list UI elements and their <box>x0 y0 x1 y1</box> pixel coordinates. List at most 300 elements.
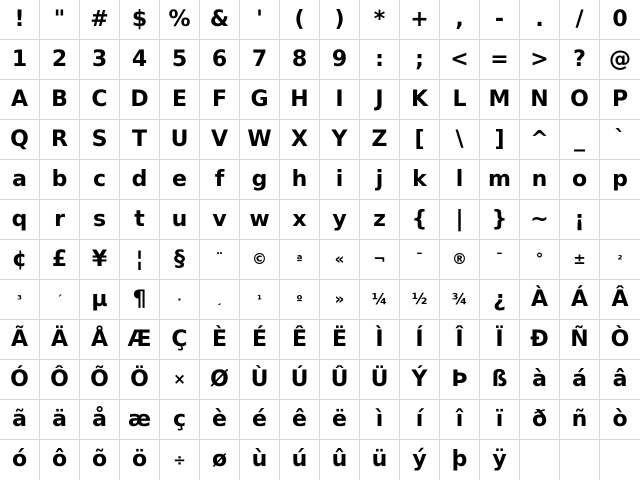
glyph-cell[interactable] <box>280 200 320 240</box>
glyph-cell[interactable] <box>80 80 120 120</box>
glyph-character: ° <box>535 250 544 268</box>
glyph-cell[interactable] <box>160 120 200 160</box>
glyph-character: à <box>532 366 547 392</box>
glyph-cell[interactable] <box>80 240 120 280</box>
glyph-cell[interactable] <box>360 440 400 480</box>
glyph-cell[interactable] <box>600 40 640 80</box>
glyph-character: ¥ <box>91 246 108 272</box>
glyph-character: Ý <box>411 366 428 392</box>
glyph-cell[interactable] <box>600 400 640 440</box>
glyph-cell[interactable] <box>0 360 40 400</box>
glyph-character: ½ <box>411 290 428 308</box>
glyph-character: ¹ <box>257 293 262 306</box>
glyph-cell[interactable] <box>400 400 440 440</box>
glyph-cell[interactable] <box>320 0 360 40</box>
glyph-cell[interactable] <box>600 80 640 120</box>
glyph-cell[interactable] <box>80 200 120 240</box>
glyph-character: ø <box>211 447 228 472</box>
glyph-character: , <box>455 6 464 32</box>
glyph-cell[interactable] <box>240 0 280 40</box>
glyph-cell[interactable] <box>280 320 320 360</box>
glyph-cell[interactable] <box>0 400 40 440</box>
glyph-cell[interactable] <box>120 440 160 480</box>
glyph-character: ß <box>491 366 508 392</box>
glyph-cell[interactable] <box>240 40 280 80</box>
glyph-cell[interactable] <box>400 40 440 80</box>
glyph-character: ë <box>332 406 347 432</box>
glyph-cell[interactable] <box>280 40 320 80</box>
glyph-cell[interactable] <box>240 200 280 240</box>
glyph-character: ¸ <box>216 293 223 306</box>
glyph-character: h <box>291 166 308 192</box>
glyph-character: å <box>92 406 107 432</box>
glyph-cell[interactable] <box>160 240 200 280</box>
glyph-cell[interactable] <box>160 320 200 360</box>
glyph-cell[interactable] <box>320 160 360 200</box>
glyph-cell[interactable] <box>80 40 120 80</box>
glyph-cell[interactable] <box>80 280 120 320</box>
glyph-cell[interactable] <box>360 240 400 280</box>
glyph-cell[interactable] <box>0 200 40 240</box>
glyph-character: Ñ <box>570 326 589 352</box>
glyph-cell[interactable] <box>280 160 320 200</box>
glyph-character: ± <box>573 250 586 268</box>
glyph-cell[interactable] <box>280 440 320 480</box>
glyph-cell[interactable] <box>400 320 440 360</box>
glyph-cell[interactable] <box>480 120 520 160</box>
glyph-character: 3 <box>91 46 108 72</box>
glyph-character: Ã <box>10 326 29 352</box>
glyph-cell[interactable] <box>240 320 280 360</box>
glyph-cell[interactable] <box>560 440 600 480</box>
glyph-cell[interactable] <box>440 400 480 440</box>
glyph-cell[interactable] <box>160 0 200 40</box>
glyph-cell[interactable] <box>0 280 40 320</box>
glyph-character: E <box>171 86 188 112</box>
glyph-cell[interactable] <box>480 240 520 280</box>
glyph-cell[interactable] <box>520 200 560 240</box>
glyph-cell[interactable] <box>80 400 120 440</box>
glyph-cell[interactable] <box>80 0 120 40</box>
glyph-cell[interactable] <box>200 440 240 480</box>
glyph-cell[interactable] <box>240 440 280 480</box>
glyph-cell[interactable] <box>560 280 600 320</box>
glyph-cell[interactable] <box>240 400 280 440</box>
glyph-cell[interactable] <box>160 440 200 480</box>
glyph-cell[interactable] <box>480 320 520 360</box>
glyph-character: V <box>210 126 229 152</box>
glyph-character: / <box>575 6 584 32</box>
glyph-cell[interactable] <box>320 440 360 480</box>
glyph-cell[interactable] <box>440 280 480 320</box>
glyph-character: » <box>334 290 345 308</box>
glyph-cell[interactable] <box>120 360 160 400</box>
glyph-character: Þ <box>451 366 468 392</box>
glyph-character: . <box>535 6 544 32</box>
glyph-cell[interactable] <box>120 80 160 120</box>
glyph-cell[interactable] <box>200 240 240 280</box>
glyph-character: \ <box>455 126 464 152</box>
glyph-character: ¿ <box>493 286 506 312</box>
glyph-character: ² <box>617 253 623 266</box>
glyph-cell[interactable] <box>600 120 640 160</box>
glyph-cell[interactable] <box>160 280 200 320</box>
glyph-cell[interactable] <box>40 440 80 480</box>
glyph-character: Ó <box>10 366 29 392</box>
glyph-character: % <box>168 6 191 32</box>
glyph-cell[interactable] <box>120 160 160 200</box>
glyph-character: ! <box>14 6 25 32</box>
glyph-cell[interactable] <box>320 80 360 120</box>
glyph-cell[interactable] <box>160 400 200 440</box>
glyph-cell[interactable] <box>120 320 160 360</box>
glyph-cell[interactable] <box>480 440 520 480</box>
glyph-cell[interactable] <box>280 80 320 120</box>
glyph-character: o <box>571 166 588 192</box>
glyph-character: ´ <box>56 293 63 306</box>
glyph-character: Ä <box>50 326 69 352</box>
glyph-cell[interactable] <box>440 240 480 280</box>
glyph-character: & <box>209 6 230 32</box>
glyph-cell[interactable] <box>440 40 480 80</box>
glyph-cell[interactable] <box>200 0 240 40</box>
glyph-character: B <box>51 86 68 112</box>
glyph-cell[interactable] <box>40 280 80 320</box>
glyph-character: c <box>92 166 107 192</box>
glyph-cell[interactable] <box>120 280 160 320</box>
glyph-cell[interactable] <box>280 400 320 440</box>
glyph-character: § <box>174 246 185 272</box>
glyph-cell[interactable] <box>40 360 80 400</box>
glyph-cell[interactable] <box>240 360 280 400</box>
glyph-cell[interactable] <box>560 400 600 440</box>
glyph-character: þ <box>451 447 468 472</box>
glyph-cell[interactable] <box>280 240 320 280</box>
glyph-cell[interactable] <box>400 120 440 160</box>
glyph-cell[interactable] <box>560 40 600 80</box>
glyph-character: î <box>455 406 464 432</box>
glyph-cell[interactable] <box>120 240 160 280</box>
glyph-cell[interactable] <box>0 40 40 80</box>
glyph-character: 2 <box>51 46 68 72</box>
glyph-cell[interactable] <box>560 320 600 360</box>
glyph-cell[interactable] <box>400 240 440 280</box>
glyph-character: i <box>335 166 344 192</box>
glyph-cell[interactable] <box>600 200 640 240</box>
glyph-cell[interactable] <box>0 440 40 480</box>
glyph-cell[interactable] <box>120 120 160 160</box>
glyph-cell[interactable] <box>360 400 400 440</box>
glyph-character: ý <box>412 447 427 472</box>
glyph-cell[interactable] <box>600 240 640 280</box>
glyph-cell[interactable] <box>80 120 120 160</box>
glyph-cell[interactable] <box>400 440 440 480</box>
glyph-cell[interactable] <box>560 200 600 240</box>
glyph-cell[interactable] <box>480 0 520 40</box>
glyph-cell[interactable] <box>560 240 600 280</box>
glyph-character: Z <box>371 126 388 152</box>
glyph-character: ¡ <box>574 206 585 232</box>
glyph-cell[interactable] <box>400 0 440 40</box>
glyph-cell[interactable] <box>40 40 80 80</box>
glyph-cell[interactable] <box>360 40 400 80</box>
glyph-cell[interactable] <box>600 280 640 320</box>
glyph-character: ¯ <box>415 250 424 268</box>
glyph-cell[interactable] <box>40 240 80 280</box>
glyph-cell[interactable] <box>320 320 360 360</box>
glyph-cell[interactable] <box>320 280 360 320</box>
glyph-cell[interactable] <box>400 360 440 400</box>
glyph-cell[interactable] <box>120 40 160 80</box>
glyph-character: Ö <box>130 366 149 392</box>
glyph-character: = <box>490 46 509 72</box>
glyph-cell[interactable] <box>80 160 120 200</box>
glyph-character: K <box>410 86 429 112</box>
glyph-character: ç <box>172 406 187 432</box>
glyph-cell[interactable] <box>40 320 80 360</box>
glyph-character: É <box>251 326 268 352</box>
glyph-cell[interactable] <box>240 160 280 200</box>
glyph-cell[interactable] <box>160 360 200 400</box>
glyph-cell[interactable] <box>240 80 280 120</box>
glyph-cell[interactable] <box>520 280 560 320</box>
glyph-character: ¨ <box>215 250 224 268</box>
glyph-cell[interactable] <box>440 0 480 40</box>
glyph-character: º <box>296 293 303 306</box>
glyph-character: Ð <box>530 326 549 352</box>
glyph-cell[interactable] <box>360 0 400 40</box>
glyph-cell[interactable] <box>120 400 160 440</box>
glyph-character: Ò <box>610 326 630 352</box>
glyph-character: × <box>173 370 186 388</box>
glyph-character: Ù <box>250 366 269 392</box>
glyph-character: õ <box>91 447 108 472</box>
glyph-cell[interactable] <box>600 160 640 200</box>
glyph-character: Î <box>455 326 464 352</box>
glyph-character: 5 <box>171 46 188 72</box>
glyph-cell[interactable] <box>160 200 200 240</box>
glyph-character: ® <box>452 250 467 268</box>
glyph-cell[interactable] <box>160 160 200 200</box>
glyph-character: á <box>572 366 587 392</box>
glyph-cell[interactable] <box>40 200 80 240</box>
glyph-character: ¶ <box>132 286 147 312</box>
glyph-character: q <box>11 206 28 232</box>
glyph-character: H <box>290 86 309 112</box>
glyph-cell[interactable] <box>480 400 520 440</box>
glyph-character: ¼ <box>371 290 388 308</box>
glyph-cell[interactable] <box>480 160 520 200</box>
glyph-cell[interactable] <box>560 160 600 200</box>
glyph-character: ) <box>334 6 345 32</box>
glyph-cell[interactable] <box>480 280 520 320</box>
glyph-cell[interactable] <box>360 360 400 400</box>
glyph-cell[interactable] <box>520 400 560 440</box>
glyph-cell[interactable] <box>520 0 560 40</box>
glyph-character: @ <box>609 46 631 72</box>
glyph-character: P <box>611 86 629 112</box>
glyph-cell[interactable] <box>520 320 560 360</box>
glyph-character: p <box>612 166 628 192</box>
glyph-cell[interactable] <box>320 240 360 280</box>
glyph-cell[interactable] <box>520 160 560 200</box>
glyph-cell[interactable] <box>200 160 240 200</box>
glyph-cell[interactable] <box>520 440 560 480</box>
glyph-character: S <box>91 126 108 152</box>
glyph-character: O <box>570 86 589 112</box>
glyph-character: z <box>373 206 386 232</box>
glyph-cell[interactable] <box>360 320 400 360</box>
glyph-character: $ <box>131 6 148 32</box>
glyph-cell[interactable] <box>200 120 240 160</box>
glyph-cell[interactable] <box>520 240 560 280</box>
glyph-cell[interactable] <box>400 200 440 240</box>
glyph-cell[interactable] <box>400 160 440 200</box>
glyph-cell[interactable] <box>280 120 320 160</box>
glyph-cell[interactable] <box>440 160 480 200</box>
glyph-character: ' <box>256 6 263 32</box>
glyph-character: Ï <box>495 326 504 352</box>
glyph-character: © <box>252 250 267 268</box>
glyph-cell[interactable] <box>80 440 120 480</box>
glyph-cell[interactable] <box>520 40 560 80</box>
glyph-cell[interactable] <box>40 0 80 40</box>
glyph-character: s <box>92 206 107 232</box>
glyph-character: ¢ <box>11 246 28 272</box>
glyph-cell[interactable] <box>560 80 600 120</box>
glyph-cell[interactable] <box>320 40 360 80</box>
glyph-character: D <box>130 86 149 112</box>
glyph-cell[interactable] <box>0 80 40 120</box>
glyph-character: · <box>177 293 182 306</box>
glyph-character: Ô <box>50 366 69 392</box>
glyph-character: ¦ <box>135 246 144 272</box>
glyph-cell[interactable] <box>320 200 360 240</box>
glyph-character: d <box>131 166 148 192</box>
glyph-cell[interactable] <box>40 80 80 120</box>
glyph-cell[interactable] <box>560 120 600 160</box>
glyph-character: é <box>252 406 267 432</box>
glyph-cell[interactable] <box>160 40 200 80</box>
glyph-character: W <box>247 126 272 152</box>
glyph-character: Ü <box>370 366 389 392</box>
glyph-cell[interactable] <box>200 280 240 320</box>
glyph-cell[interactable] <box>0 120 40 160</box>
glyph-character: ã <box>12 406 27 432</box>
glyph-cell[interactable] <box>40 120 80 160</box>
glyph-cell[interactable] <box>40 160 80 200</box>
glyph-character: Á <box>570 286 589 312</box>
glyph-cell[interactable] <box>520 120 560 160</box>
glyph-cell[interactable] <box>200 200 240 240</box>
glyph-character: Ú <box>290 366 309 392</box>
glyph-cell[interactable] <box>600 360 640 400</box>
glyph-character: Í <box>415 326 424 352</box>
glyph-character: ³ <box>17 293 22 306</box>
glyph-cell[interactable] <box>440 120 480 160</box>
glyph-character: + <box>410 6 429 32</box>
glyph-cell[interactable] <box>200 360 240 400</box>
glyph-cell[interactable] <box>440 320 480 360</box>
glyph-character: Ø <box>210 366 229 392</box>
glyph-cell[interactable] <box>440 360 480 400</box>
glyph-cell[interactable] <box>400 280 440 320</box>
glyph-cell[interactable] <box>600 320 640 360</box>
glyph-cell[interactable] <box>480 80 520 120</box>
glyph-character: | <box>455 206 464 232</box>
glyph-cell[interactable] <box>480 200 520 240</box>
glyph-cell[interactable] <box>320 400 360 440</box>
glyph-cell[interactable] <box>200 320 240 360</box>
glyph-character: _ <box>574 126 585 152</box>
glyph-cell[interactable] <box>200 40 240 80</box>
glyph-cell[interactable] <box>480 360 520 400</box>
glyph-cell[interactable] <box>320 120 360 160</box>
glyph-character: 1 <box>11 46 28 72</box>
glyph-cell[interactable] <box>400 80 440 120</box>
glyph-cell[interactable] <box>0 240 40 280</box>
glyph-cell[interactable] <box>40 400 80 440</box>
glyph-cell[interactable] <box>280 280 320 320</box>
glyph-character: - <box>494 6 505 32</box>
glyph-cell[interactable] <box>120 200 160 240</box>
glyph-character: l <box>455 166 464 192</box>
glyph-character: T <box>131 126 147 152</box>
glyph-cell[interactable] <box>200 400 240 440</box>
glyph-cell[interactable] <box>520 360 560 400</box>
glyph-cell[interactable] <box>360 120 400 160</box>
glyph-cell[interactable] <box>480 40 520 80</box>
glyph-cell[interactable] <box>440 200 480 240</box>
glyph-cell[interactable] <box>320 360 360 400</box>
glyph-character: 7 <box>251 46 268 72</box>
glyph-cell[interactable] <box>0 0 40 40</box>
glyph-cell[interactable] <box>360 280 400 320</box>
glyph-cell[interactable] <box>0 320 40 360</box>
glyph-cell[interactable] <box>360 160 400 200</box>
glyph-cell[interactable] <box>240 280 280 320</box>
glyph-cell[interactable] <box>160 80 200 120</box>
glyph-cell[interactable] <box>240 240 280 280</box>
glyph-cell[interactable] <box>560 0 600 40</box>
glyph-character: ( <box>294 6 305 32</box>
glyph-cell[interactable] <box>520 80 560 120</box>
glyph-cell[interactable] <box>280 360 320 400</box>
glyph-character: û <box>331 447 348 472</box>
glyph-cell[interactable] <box>120 0 160 40</box>
glyph-cell[interactable] <box>440 440 480 480</box>
glyph-cell[interactable] <box>240 120 280 160</box>
glyph-cell[interactable] <box>440 80 480 120</box>
glyph-cell[interactable] <box>600 440 640 480</box>
glyph-character: ù <box>251 447 268 472</box>
glyph-character: ` <box>614 126 626 152</box>
glyph-cell[interactable] <box>280 0 320 40</box>
glyph-cell[interactable] <box>200 80 240 120</box>
glyph-character: ? <box>573 46 586 72</box>
glyph-character: R <box>51 126 68 152</box>
glyph-cell[interactable] <box>600 0 640 40</box>
glyph-cell[interactable] <box>80 320 120 360</box>
glyph-cell[interactable] <box>560 360 600 400</box>
glyph-cell[interactable] <box>360 200 400 240</box>
glyph-character: N <box>530 86 549 112</box>
glyph-character: 6 <box>211 46 228 72</box>
glyph-cell[interactable] <box>0 160 40 200</box>
glyph-character: ] <box>494 126 505 152</box>
glyph-cell[interactable] <box>80 360 120 400</box>
glyph-cell[interactable] <box>360 80 400 120</box>
